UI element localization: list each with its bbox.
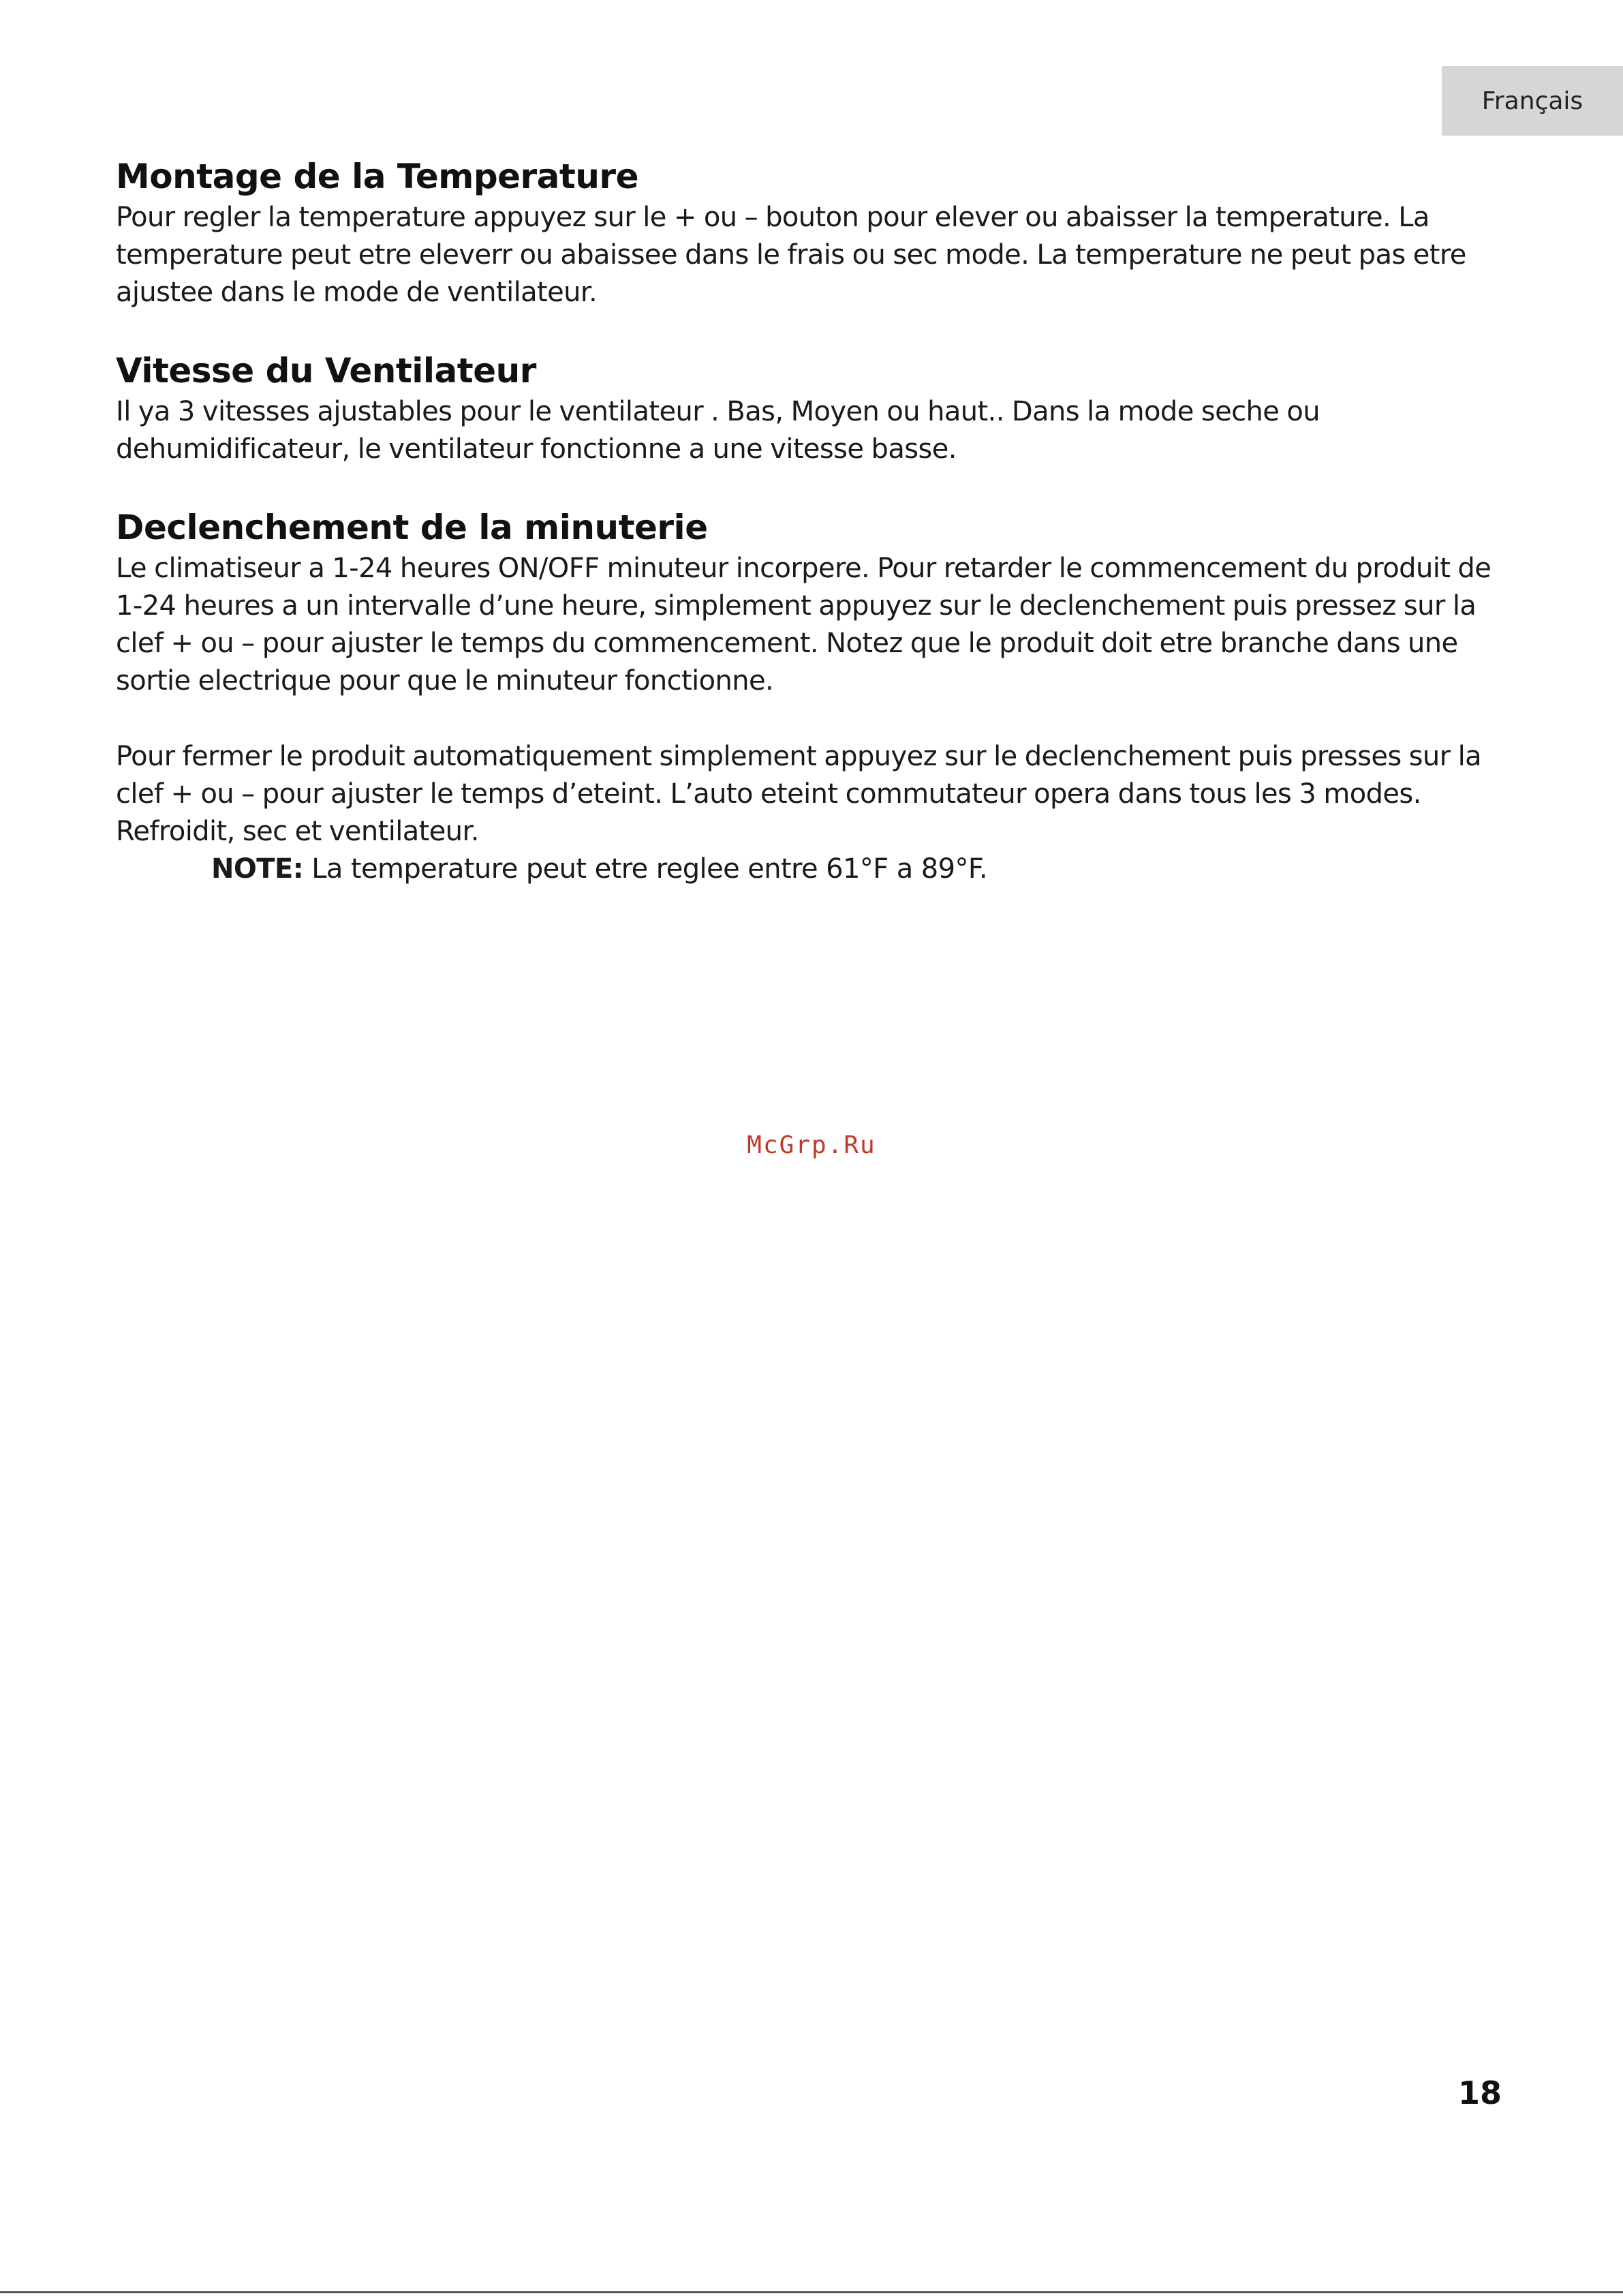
note-label: NOTE: — [211, 853, 304, 885]
note — [211, 851, 1513, 888]
section-timer — [116, 506, 1513, 888]
note-text: La temperature peut etre reglee entre 61°F a 89°F. — [303, 853, 987, 885]
paragraph: Le climatiseur a 1-24 heures ON/OFF minuteur incorpere. Pour retarder le commencement du produit de 1-24 heures a un intervalle d’une heure, simplement appuyez sur le declenchement puis pressez sur la clef + ou – pour ajuster le temps du commencement. Notez que le produit doit etre branche dans une sortie electrique pour que le minuteur fonctionne. — [116, 553, 1491, 697]
section-temperature — [116, 155, 1513, 311]
paragraph: Pour fermer le produit automatiquement simplement appuyez sur le declenchement puis presses sur la clef + ou – pour ajuster le temps d’eteint. L’auto eteint commutateur opera dans tous les 3 modes. Refroidit, sec et ventilateur. — [116, 741, 1482, 847]
document-body — [116, 155, 1513, 926]
paragraph: Il ya 3 vitesses ajustables pour le ventilateur . Bas, Moyen ou haut.. Dans la mode seche ou dehumidificateur, le ventilateur fonctionne a une vitesse basse. — [116, 396, 1320, 465]
section-heading: Montage de la Temperature — [116, 157, 638, 196]
language-tab-label: Français — [1481, 87, 1583, 115]
language-tab — [1442, 66, 1623, 136]
section-heading: Vitesse du Ventilateur — [116, 351, 536, 391]
watermark: McGrp.Ru — [747, 1131, 876, 1159]
bottom-divider — [0, 2291, 1623, 2293]
paragraph: Pour regler la temperature appuyez sur le + ou – bouton pour elever ou abaisser la temperature. La temperature peut etre eleverr ou abaissee dans le frais ou sec mode. La temperature ne peut pas etre ajustee dans le mode de ventilateur. — [116, 202, 1466, 308]
page-number: 18 — [1458, 2075, 1502, 2111]
section-fan-speed — [116, 350, 1513, 468]
section-heading: Declenchement de la minuterie — [116, 508, 708, 547]
